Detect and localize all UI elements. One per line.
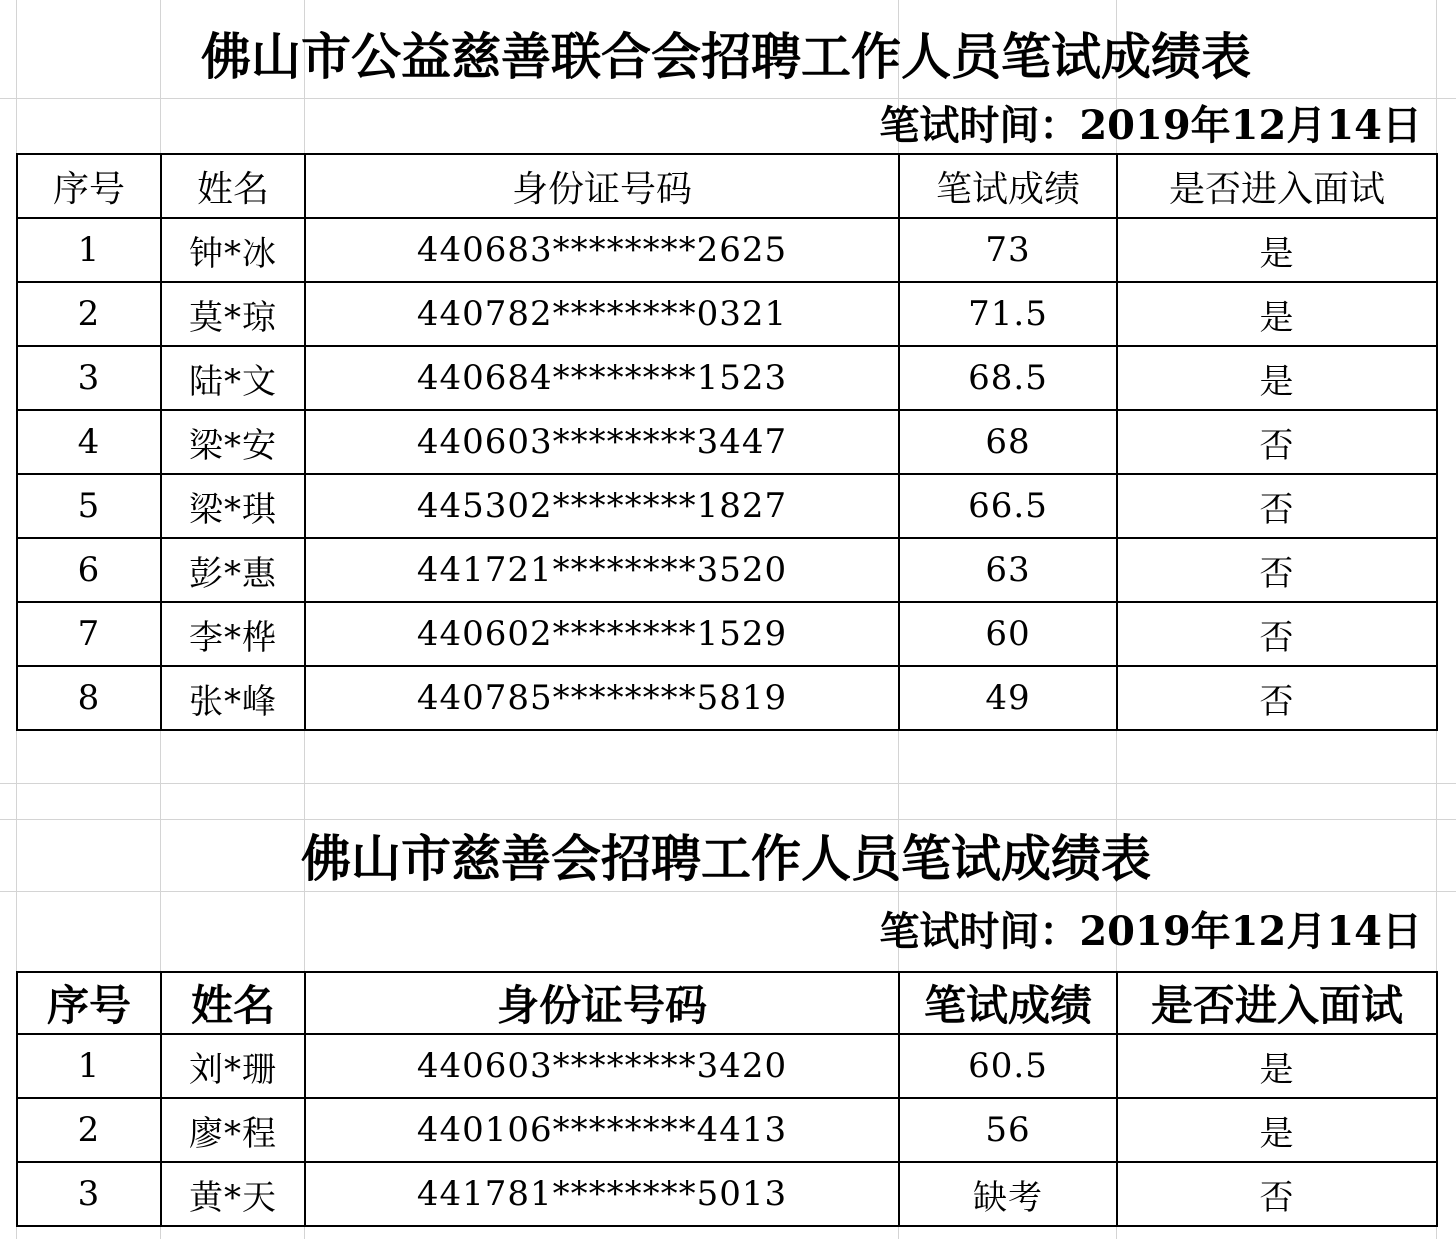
gridline	[0, 891, 1456, 892]
name-cell: 张*峰	[161, 666, 305, 730]
exam-date: 笔试时间：2019年12月14日	[879, 908, 1422, 955]
score-cell: 63	[899, 538, 1117, 602]
interview-cell: 否	[1117, 538, 1437, 602]
table-row	[17, 538, 1437, 602]
score-cell: 56	[899, 1098, 1117, 1162]
header-cell: 姓名	[161, 154, 305, 218]
seq-cell: 3	[17, 346, 161, 410]
table-row	[17, 282, 1437, 346]
interview-cell: 否	[1117, 1162, 1437, 1226]
seq-cell: 2	[17, 1098, 161, 1162]
interview-cell: 否	[1117, 474, 1437, 538]
table-row	[17, 666, 1437, 730]
header-cell: 是否进入面试	[1117, 154, 1437, 218]
table-header-row	[17, 154, 1437, 218]
name-cell: 梁*安	[161, 410, 305, 474]
table-row	[17, 218, 1437, 282]
id-cell: 440785********5819	[305, 666, 899, 730]
interview-cell: 否	[1117, 410, 1437, 474]
id-cell: 440603********3420	[305, 1034, 899, 1098]
interview-cell: 是	[1117, 346, 1437, 410]
header-cell: 序号	[17, 972, 161, 1034]
table-row	[17, 1162, 1437, 1226]
interview-cell: 是	[1117, 218, 1437, 282]
interview-cell: 是	[1117, 1098, 1437, 1162]
seq-cell: 2	[17, 282, 161, 346]
score-cell: 缺考	[899, 1162, 1117, 1226]
name-cell: 李*桦	[161, 602, 305, 666]
seq-cell: 3	[17, 1162, 161, 1226]
seq-cell: 8	[17, 666, 161, 730]
table-row	[17, 410, 1437, 474]
name-cell: 彭*惠	[161, 538, 305, 602]
header-cell: 身份证号码	[305, 972, 899, 1034]
seq-cell: 5	[17, 474, 161, 538]
id-cell: 440684********1523	[305, 346, 899, 410]
header-cell: 笔试成绩	[899, 154, 1117, 218]
table-row	[17, 346, 1437, 410]
seq-cell: 1	[17, 218, 161, 282]
name-cell: 莫*琼	[161, 282, 305, 346]
score-cell: 66.5	[899, 474, 1117, 538]
name-cell: 梁*琪	[161, 474, 305, 538]
score-table	[16, 153, 1438, 731]
header-cell: 笔试成绩	[899, 972, 1117, 1034]
gridline	[0, 98, 1456, 99]
table-row	[17, 1034, 1437, 1098]
score-cell: 49	[899, 666, 1117, 730]
gridline	[0, 819, 1456, 820]
id-cell: 441721********3520	[305, 538, 899, 602]
table-row	[17, 474, 1437, 538]
interview-cell: 否	[1117, 666, 1437, 730]
id-cell: 445302********1827	[305, 474, 899, 538]
id-cell: 440602********1529	[305, 602, 899, 666]
name-cell: 黄*天	[161, 1162, 305, 1226]
score-cell: 71.5	[899, 282, 1117, 346]
exam-date: 笔试时间：2019年12月14日	[879, 102, 1422, 149]
id-cell: 440106********4413	[305, 1098, 899, 1162]
seq-cell: 1	[17, 1034, 161, 1098]
header-cell: 姓名	[161, 972, 305, 1034]
name-cell: 刘*珊	[161, 1034, 305, 1098]
table-row	[17, 602, 1437, 666]
header-cell: 序号	[17, 154, 161, 218]
id-cell: 441781********5013	[305, 1162, 899, 1226]
seq-cell: 6	[17, 538, 161, 602]
score-cell: 68.5	[899, 346, 1117, 410]
seq-cell: 4	[17, 410, 161, 474]
score-cell: 60.5	[899, 1034, 1117, 1098]
gridline	[0, 783, 1456, 784]
interview-cell: 否	[1117, 602, 1437, 666]
header-cell: 身份证号码	[305, 154, 899, 218]
interview-cell: 是	[1117, 1034, 1437, 1098]
name-cell: 廖*程	[161, 1098, 305, 1162]
table-header-row	[17, 972, 1437, 1034]
name-cell: 钟*冰	[161, 218, 305, 282]
seq-cell: 7	[17, 602, 161, 666]
table-row	[17, 1098, 1437, 1162]
score-cell: 60	[899, 602, 1117, 666]
score-cell: 73	[899, 218, 1117, 282]
id-cell: 440782********0321	[305, 282, 899, 346]
id-cell: 440683********2625	[305, 218, 899, 282]
interview-cell: 是	[1117, 282, 1437, 346]
name-cell: 陆*文	[161, 346, 305, 410]
header-cell: 是否进入面试	[1117, 972, 1437, 1034]
section-title: 佛山市公益慈善联合会招聘工作人员笔试成绩表	[201, 27, 1251, 86]
section-title: 佛山市慈善会招聘工作人员笔试成绩表	[301, 829, 1151, 888]
score-cell: 68	[899, 410, 1117, 474]
score-table	[16, 971, 1438, 1227]
id-cell: 440603********3447	[305, 410, 899, 474]
